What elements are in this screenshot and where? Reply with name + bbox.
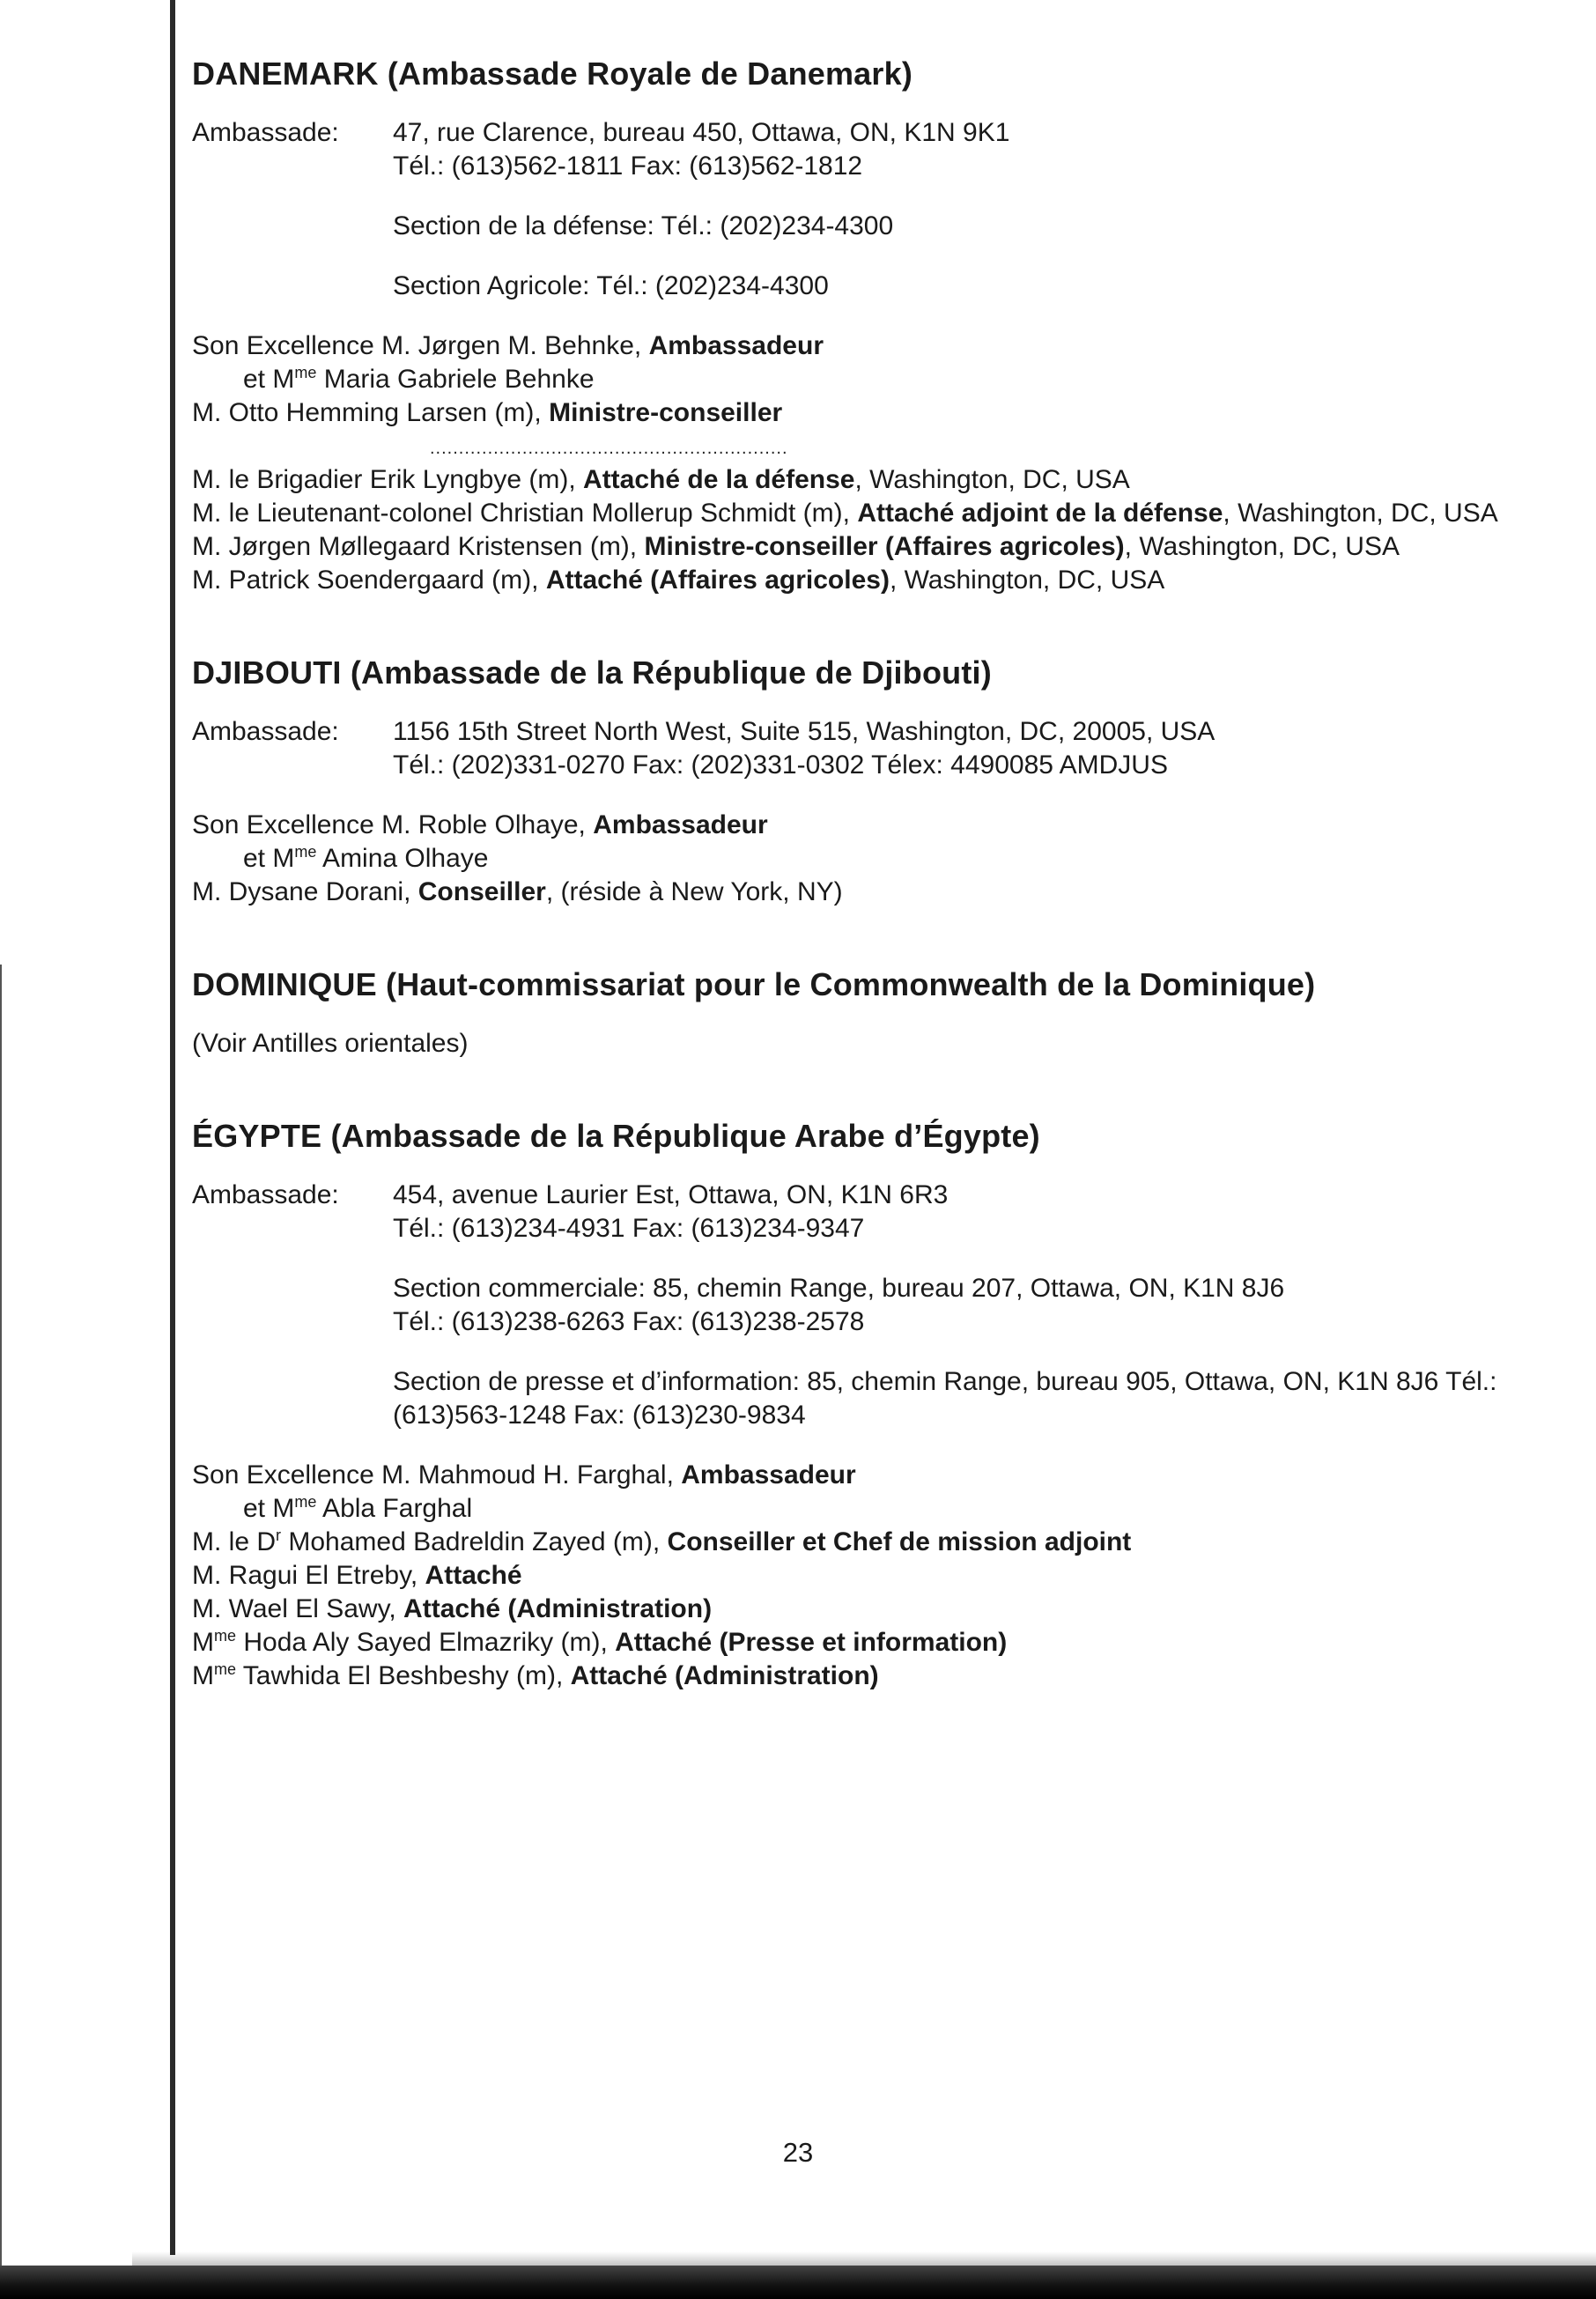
page-number: 23 [782,2137,814,2168]
staff-entry: Son Excellence M. Mahmoud H. Farghal, Ambassadeur [192,1460,856,1490]
page-content [192,53,1548,1693]
section-egypte [192,1115,1548,1693]
embassy-address [192,715,1548,749]
address-text: 1156 15th Street North West, Suite 515, Washington, DC, 20005, USA [393,717,1215,746]
dotted-separator: .............................................................. [430,439,788,458]
see-also-note: (Voir Antilles orientales) [192,1029,469,1058]
staff-entry: M. le Brigadier Erik Lyngbye (m), Attaché de la défense, Washington, DC, USA [192,465,1130,494]
embassy-address [192,1179,1548,1212]
scan-margin-line [0,965,2,2286]
address-text: 454, avenue Laurier Est, Ottawa, ON, K1N 6R3 [393,1180,949,1209]
staff-entry: M. Dysane Dorani, Conseiller, (réside à New York, NY) [192,877,843,906]
staff-entry: M. Otto Hemming Larsen (m), Ministre-conseiller [192,398,783,427]
embassy-phones: Tél.: (613)234-4931 Fax: (613)234-9347 [393,1214,865,1243]
address-text: 47, rue Clarence, bureau 450, Ottawa, ON, K1N 9K1 [393,118,1010,147]
spouse-entry: et $M^{me}$ Maria Gabriele Behnke [243,364,595,394]
scan-bottom-edge [0,2266,1596,2299]
section-heading: DANEMARK (Ambassade Royale de Danemark) [192,55,913,92]
staff-entry: M. Jørgen Møllegaard Kristensen (m), Ministre-conseiller (Affaires agricoles), Washington, DC, USA [192,532,1400,561]
press-section: Section de presse et d’information: 85, chemin Range, bureau 905, Ottawa, ON, K1N 8J6 Tél.: (613)563-1248 Fax: (613)230-9834 [393,1367,1497,1430]
staff-entry: Son Excellence M. Jørgen M. Behnke, Ambassadeur [192,331,824,360]
section-dominique [192,964,1548,1061]
commercial-phones: Tél.: (613)238-6263 Fax: (613)238-2578 [393,1307,865,1336]
section-heading: DOMINIQUE (Haut-commissariat pour le Commonwealth de la Dominique) [192,966,1316,1002]
address-label: Ambassade: [192,118,339,147]
staff-entry: M. le $D^r$ Mohamed Badreldin Zayed (m), Conseiller et Chef de mission adjoint [192,1527,1132,1556]
staff-entry: M. Ragui El Etreby, Attaché [192,1561,522,1590]
address-label: Ambassade: [192,1180,339,1209]
embassy-address [192,116,1548,150]
staff-entry: Son Excellence M. Roble Olhaye, Ambassadeur [192,810,768,839]
staff-entry: M. le Lieutenant-colonel Christian Mollerup Schmidt (m), Attaché adjoint de la défense, Washington, DC, USA [192,499,1498,528]
section-heading: DJIBOUTI (Ambassade de la République de Djibouti) [192,654,992,691]
embassy-phones: Tél.: (202)331-0270 Fax: (202)331-0302 Télex: 4490085 AMDJUS [393,750,1168,780]
address-label: Ambassade: [192,717,339,746]
staff-entry: M. Wael El Sawy, Attaché (Administration) [192,1594,713,1623]
staff-entry: M. Patrick Soendergaard (m), Attaché (Affaires agricoles), Washington, DC, USA [192,566,1165,595]
section-danemark [192,53,1548,597]
embassy-phones: Tél.: (613)562-1811 Fax: (613)562-1812 [393,152,863,181]
staff-entry: $M^{me}$ Hoda Aly Sayed Elmazriky (m), Attaché (Presse et information) [192,1627,1008,1657]
staff-entry: $M^{me}$ Tawhida El Beshbeshy (m), Attaché (Administration) [192,1660,879,1690]
spouse-entry: et $M^{me}$ Abla Farghal [243,1493,473,1523]
binding-edge [170,0,175,2255]
section-djibouti [192,652,1548,909]
defense-section: Section de la défense: Tél.: (202)234-4300 [393,211,894,240]
commercial-section: Section commerciale: 85, chemin Range, bureau 207, Ottawa, ON, K1N 8J6 [393,1274,1285,1303]
spouse-entry: et $M^{me}$ Amina Olhaye [243,843,489,873]
section-heading: ÉGYPTE (Ambassade de la République Arabe d’Égypte) [192,1118,1040,1154]
agriculture-section: Section Agricole: Tél.: (202)234-4300 [393,271,829,300]
